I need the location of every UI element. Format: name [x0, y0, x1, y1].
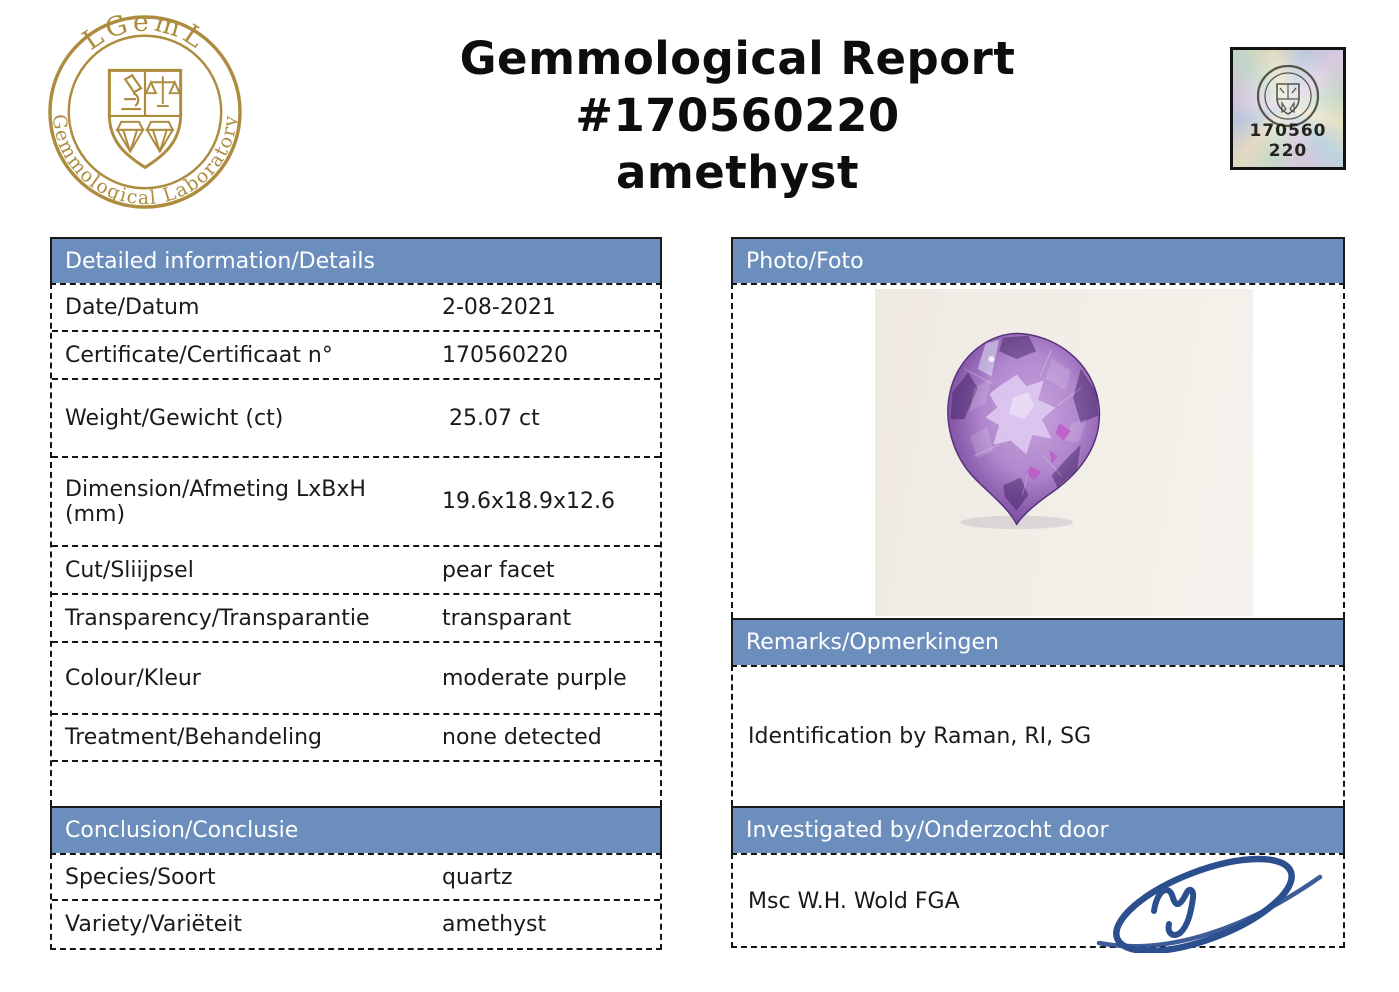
table-row-empty	[52, 762, 660, 806]
row-label: Transparency/Transparantie	[65, 605, 370, 631]
row-label: Dimension/Afmeting LxBxH (mm)	[65, 476, 366, 527]
remarks-text: Identification by Raman, RI, SG	[748, 724, 1092, 749]
table-row	[52, 855, 660, 901]
lgeml-seal-icon	[46, 10, 244, 214]
table-row	[52, 547, 660, 595]
row-value: transparant	[442, 605, 572, 631]
table-row	[52, 595, 660, 643]
photo-header: Photo/Foto	[731, 237, 1345, 283]
row-value: 19.6x18.9x12.6	[442, 489, 615, 514]
row-label: Date/Datum	[65, 295, 200, 320]
conclusion-header: Conclusion/Conclusie	[50, 806, 662, 853]
table-row	[52, 380, 660, 458]
photo-section	[731, 237, 1345, 948]
row-label: Weight/Gewicht (ct)	[65, 405, 284, 431]
svg-text:Gemmological Laboratory	[48, 113, 243, 209]
hologram-sticker-icon	[1230, 47, 1346, 170]
conclusion-table	[50, 853, 662, 950]
row-value: amethyst	[442, 912, 547, 937]
remarks-header: Remarks/Opmerkingen	[731, 618, 1345, 665]
table-row	[52, 332, 660, 380]
photo-cell	[731, 283, 1345, 618]
row-value: none detected	[442, 725, 602, 750]
gem-image	[935, 327, 1110, 532]
page-title	[340, 30, 1135, 201]
investigated-cell	[731, 853, 1345, 948]
row-value: 2-08-2021	[442, 295, 556, 320]
row-label: Cut/Sliijpsel	[65, 557, 194, 583]
remarks-cell	[731, 665, 1345, 806]
seal-svg	[46, 10, 244, 214]
seal-ring-text: Gemmological Laboratory	[47, 113, 243, 210]
row-value: quartz	[442, 864, 513, 890]
table-row	[52, 901, 660, 948]
signature-icon	[1054, 853, 1329, 953]
row-label: Treatment/Behandeling	[65, 725, 322, 750]
row-value: moderate purple	[442, 665, 627, 691]
row-label: Species/Soort	[65, 864, 216, 890]
table-row	[52, 458, 660, 547]
row-label: Variety/Variëteit	[65, 912, 242, 937]
row-value: pear facet	[442, 557, 555, 583]
table-row	[52, 715, 660, 762]
hologram-number: 170560 220	[1249, 121, 1327, 161]
amethyst-photo	[875, 289, 1253, 616]
details-table	[50, 283, 662, 806]
title-line-stone: amethyst	[616, 146, 859, 199]
table-row	[52, 285, 660, 332]
row-value: 170560220	[442, 342, 568, 368]
title-line-number: #170560220	[575, 89, 900, 142]
seal-top-text: LGemL	[77, 10, 213, 57]
table-row	[52, 643, 660, 715]
details-header: Detailed information/Details	[50, 237, 662, 283]
title-line-report: Gemmological Report	[459, 32, 1016, 85]
row-label: Certificate/Certificaat n°	[65, 342, 333, 368]
row-value: 25.07 ct	[442, 405, 540, 431]
investigated-header: Investigated by/Onderzocht door	[731, 806, 1345, 853]
svg-text:LGemL	[77, 10, 213, 57]
examiner-name: Msc W.H. Wold FGA	[748, 889, 960, 914]
row-label: Colour/Kleur	[65, 665, 201, 691]
details-section	[50, 237, 662, 950]
